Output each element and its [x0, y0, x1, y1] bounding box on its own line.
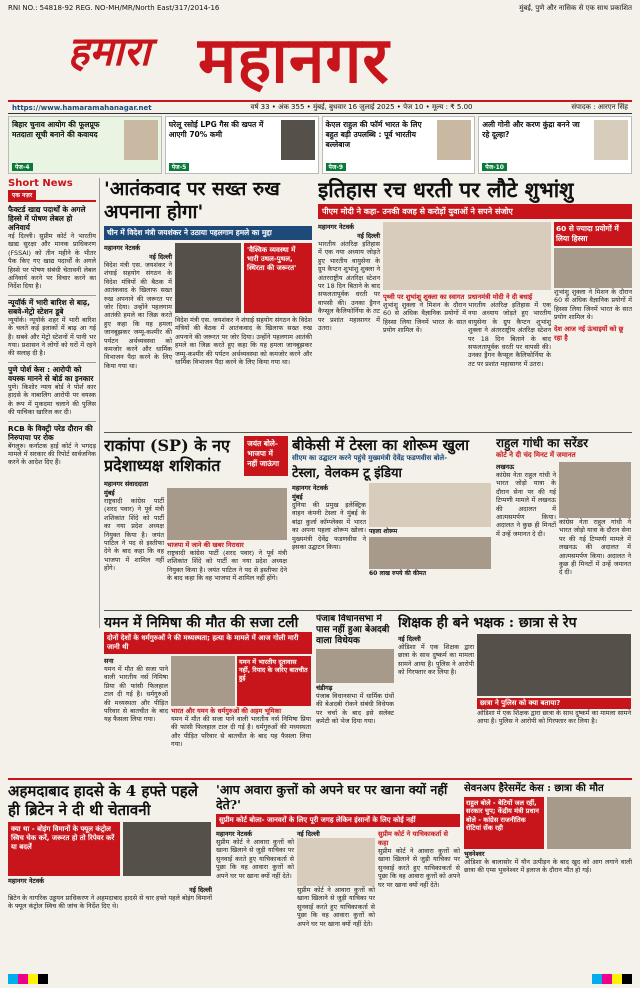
teaser-2[interactable] [165, 116, 319, 174]
shubhanshu-body: भारतीय अंतरिक्ष इतिहास में एक नया अध्याय जोड़ते हुए भारतीय वायुसेना के ग्रुप कैप्टन शुभांशु शुक्ला ने अंतरराष्ट्रीय अंतरिक्ष स्टेशन पर 18 दिन बिताने के बाद सफलतापूर्वक धरती पर वापसी की। उनका ड्रैगन कैप्सूल कैलिफोर्निया के तट पर प्रशांत महासागर में उतरा। [318, 240, 380, 333]
tesla-photo-1 [369, 483, 491, 527]
divider [104, 432, 632, 433]
masthead-word-mahanagar: महानगर [198, 23, 390, 98]
rahul-photo [559, 462, 631, 518]
teaser-1-text: बिहार चुनाव आयोग की फूलप्रूफ मतदाता सूची बनाने की कवायद [12, 120, 100, 139]
nimisha-photo [171, 656, 235, 706]
ahmedabad-dateline: महानगर नेटवर्क [8, 877, 45, 885]
nimisha-strap: दोनों देशों के धर्मगुरुओं ने की मध्यस्थता; हत्या के मामले में आज गोली मारी जानी थी [104, 632, 312, 654]
sp-dateline: महानगर संवाददाता [104, 480, 149, 488]
short-news-item[interactable] [8, 295, 96, 358]
experiments-photo [554, 248, 632, 288]
dogs-headline[interactable]: 'आप अवारा कुत्तों को अपने घर पर खाना क्यों नहीं देते?' [216, 782, 448, 812]
story-sp-president [104, 436, 288, 606]
sp-side-box: जयंत बोले- भाजपा में नहीं जाऊंगा [244, 436, 288, 476]
teaser-1-photo [124, 120, 158, 160]
teaser-4[interactable] [478, 116, 632, 174]
short-news-body: न्यूयॉर्क। न्यूयॉर्क शहर में भारी बारिश के चलते कई इलाकों में बाढ़ आ गई है। सबवे और मेट्रो स्टेशनों में पानी भर गया। प्रशासन ने लोगों को घरों में रहने की सलाह दी है। [8, 315, 96, 358]
ahmedabad-headline[interactable]: अहमदाबाद हादसे के 4 हफ्ते पहले ही ब्रिटेन ने दी थी चेतावनी [8, 782, 198, 819]
teaser-1[interactable] [8, 116, 162, 174]
teaser-2-photo [281, 120, 315, 160]
experiments-box-body: शुभांशु शुक्ला ने मिशन के दौरान 60 से अधिक वैज्ञानिक प्रयोगों में हिस्सा लिया जिनमें भारत के सात प्रयोग शामिल थे। [554, 288, 632, 322]
jaishankar-quote-box: 'वैश्विक व्यवस्था में भारी उथल-पुथल, स्थिरता की जरूरत' [244, 243, 312, 313]
short-news-title: पुणे पोर्श केस : आरोपी को वयस्क मानने से बोर्ड का इनकार [8, 364, 94, 383]
dogs-strap: सुप्रीम कोर्ट बोला- जानवरों के लिए पूरी जगह लेकिन इंसानों के लिए कोई नहीं [216, 814, 460, 827]
punjab-photo [316, 649, 394, 683]
sp-body-cont: राष्ट्रवादी कांग्रेस पार्टी (शरद पवार) ने पूर्व मंत्री शशिकांत शिंदे को पार्टी का नया प्रदेश अध्यक्ष नियुक्त किया है। जयंत पाटिल ने पद से इस्तीफा देने के बाद कहा कि वह भाजपा में शामिल नहीं होंगे। [167, 549, 287, 583]
sp-body: राष्ट्रवादी कांग्रेस पार्टी (शरद पवार) ने पूर्व मंत्री शशिकांत शिंदे को पार्टी का नया प्रदेश अध्यक्ष नियुक्त किया है। जयंत पाटिल ने पद से इस्तीफा देने के बाद कहा कि वह भाजपा में शामिल नहीं होंगे। [104, 497, 164, 573]
nimisha-place: सना [104, 657, 114, 665]
story-tesla [292, 436, 492, 606]
lead-story-jaishankar [104, 178, 312, 428]
teaser-3-photo [437, 120, 471, 160]
ahmedabad-photo [123, 822, 211, 876]
shubhanshu-strap: पीएम मोदी ने कहा- उनकी वजह से करोड़ों युवाओं ने सपने संजोए [318, 204, 632, 219]
jaishankar-photo [175, 243, 241, 313]
tesla-dateline: महानगर नेटवर्क [292, 484, 329, 492]
website-link[interactable]: https://www.hamaramahanagar.net [12, 103, 152, 112]
tesla-body: दुनिया की प्रमुख इलेक्ट्रिक वाहन कंपनी टेस्ला ने मुंबई के बांद्रा कुर्ला कॉम्प्लेक्स में भारत का अपना पहला शोरूम खोला। मुख्यमंत्री देवेंद्र फडणवीस ने इसका उद्घाटन किया। [292, 501, 366, 552]
shubhanshu-dateline: महानगर नेटवर्क [318, 223, 355, 231]
ahmedabad-place: नई दिल्ली [189, 886, 212, 894]
short-news-item[interactable] [8, 205, 96, 291]
story-nimisha [104, 614, 312, 774]
teaser-3-text: केएल राहुल की फॉर्म भारत के लिए बहुत बड़ी उपलब्धि : पूर्व भारतीय बल्लेबाज [325, 120, 422, 149]
story-shikshak [398, 614, 632, 774]
info-bar [8, 100, 632, 114]
sp-caption: भाजपा में जाने की खबर निराधार [167, 541, 244, 549]
short-news-header [8, 178, 96, 202]
sp-headline[interactable]: राकांपा (SP) के नए प्रदेशाध्यक्ष शशिकांत [104, 436, 230, 475]
teaser-3[interactable] [322, 116, 476, 174]
shikshak-body-cont: ओडिशा में एक शिक्षक द्वारा छात्रा के साथ दुष्कर्म का मामला सामने आया है। पुलिस ने आरोपी को गिरफ्तार कर लिया है। [477, 709, 631, 726]
dogs-photo [297, 838, 375, 886]
short-news-body: नई दिल्ली। सुप्रीम कोर्ट ने भारतीय खाद्य सुरक्षा और मानक प्राधिकरण (FSSAI) को तीन महीने के भीतर पैक किए गए खाद्य पदार्थों के अगले हिस्से पर पोषण संबंधी चेतावनी लेबल अनिवार्य करने पर विचार करने का निर्देश दिया है। [8, 232, 96, 291]
jaishankar-body-cont: विदेश मंत्री एस. जयशंकर ने शंघाई सहयोग संगठन के विदेश मंत्रियों की बैठक में आतंकवाद के खिलाफ सख्त रुख अपनाने की जरूरत पर जोर दिया। उन्होंने पहलगाम आतंकी हमले का जिक्र करते हुए कहा कि यह हमला जानबूझकर जम्मू-कश्मीर की पर्यटन अर्थव्यवस्था को कमजोर करने और धार्मिक विभाजन पैदा करने के लिए किया गया था। [175, 316, 312, 367]
shubhanshu-cap2-body: भारतीय अंतरिक्ष इतिहास में एक नया अध्याय जोड़ते हुए भारतीय वायुसेना के ग्रुप कैप्टन शुभांशु शुक्ला ने अंतरराष्ट्रीय अंतरिक्ष स्टेशन पर 18 दिन बिताने के बाद सफलतापूर्वक धरती पर वापसी की। उनका ड्रैगन कैप्सूल कैलिफोर्निया के तट पर प्रशांत महासागर में उतरा। [468, 301, 551, 368]
shikshak-headline[interactable]: शिक्षक ही बने भक्षक : छात्रा से रेप [398, 615, 577, 631]
divider [104, 610, 632, 611]
sp-photo [167, 488, 287, 540]
experiments-box-title: 60 से ज्यादा प्रयोगों में लिया हिस्सा [554, 222, 632, 246]
short-news-item[interactable] [8, 421, 96, 467]
shikshak-body: ओडिशा में एक शिक्षक द्वारा छात्रा के साथ दुष्कर्म का मामला सामने आया है। पुलिस ने आरोपी को गिरफ्तार कर लिया है। [398, 643, 474, 677]
story-rahul [496, 436, 632, 606]
editor-name: संपादक : आरएन सिंह [571, 103, 628, 111]
ahmedabad-body: ब्रिटेन के नागरिक उड्डयन प्राधिकरण ने अहमदाबाद हादसे से चार हफ्ते पहले बोइंग विमानों के फ्यूल कंट्रोल स्विच की जांच के निर्देश दिए थे। [8, 894, 212, 911]
teaser-4-page: पेज-10 [482, 163, 507, 171]
shubhanshu-cap1-body: शुभांशु शुक्ला ने मिशन के दौरान 60 से अधिक वैज्ञानिक प्रयोगों में हिस्सा लिया जिनमें भारत के सात प्रयोग शामिल थे। [383, 301, 466, 335]
dogs-place: नई दिल्ली [297, 830, 320, 838]
sp-place: मुंबई [104, 489, 115, 497]
short-news-body: पुणे। किशोर न्याय बोर्ड ने पोर्श कार हादसे के नाबालिग आरोपी पर वयस्क के रूप में मुकदमा चलाने की पुलिस की याचिका खारिज कर दी। [8, 382, 96, 417]
tesla-place: मुंबई [292, 493, 303, 501]
nimisha-body: यमन में मौत की सजा पाने वाली भारतीय नर्स निमिषा प्रिया की फांसी फिलहाल टाल दी गई है। धर्मगुरुओं की मध्यस्थता और पीड़ित परिवार से बातचीत के बाद यह फैसला लिया गया। [104, 665, 168, 724]
story-punjab [316, 614, 394, 774]
story-ahmedabad [8, 782, 212, 972]
dogs-body: सुप्रीम कोर्ट ने आवारा कुत्तों को खाना खिलाने से जुड़ी याचिका पर सुनवाई करते हुए याचिकाकर्ता से पूछा कि वह आवारा कुत्तों को अपने घर पर खाना क्यों नहीं देते। [216, 838, 294, 880]
shubhanshu-caption-1: पृथ्वी पर शुभांशु शुक्ला का स्वागत [383, 293, 465, 301]
punjab-headline[interactable]: पंजाब विधानसभा में पास नहीं हुआ बेअदबी वाला विधेयक [316, 614, 390, 646]
short-news-title: न्यूयॉर्क में भारी बारिश से बाढ़, सबवे-मेट्रो स्टेशन डूबे [8, 297, 90, 316]
short-news-tag: एक नज़र [8, 190, 36, 200]
jaishankar-strap: चीन में विदेश मंत्री जयशंकर ने उठाया पहलगाम हमले का मुद्दा [104, 226, 312, 240]
divider [8, 778, 632, 780]
punjab-place: चंडीगढ़ [316, 684, 333, 692]
shubhanshu-caption-3: देश आज नई ऊंचाइयों को छू रहा है [554, 324, 624, 342]
teaser-1-page: पेज-4 [12, 163, 33, 171]
lead-story-shubhanshu [318, 178, 632, 428]
dogs-body-cont-2: सुप्रीम कोर्ट ने आवारा कुत्तों को खाना खिलाने से जुड़ी याचिका पर सुनवाई करते हुए याचिकाकर्ता से पूछा कि वह आवारा कुत्तों को अपने घर पर खाना क्यों नहीं देते। [378, 847, 460, 889]
nimisha-body-cont: यमन में मौत की सजा पाने वाली भारतीय नर्स निमिषा प्रिया की फांसी फिलहाल टाल दी गई है। धर्मगुरुओं की मध्यस्थता और पीड़ित परिवार से बातचीत के बाद यह फैसला लिया गया। [171, 715, 311, 749]
teaser-3-page: पेज-9 [326, 163, 347, 171]
shikshak-place: नई दिल्ली [398, 635, 421, 643]
jaishankar-headline[interactable]: 'आतंकवाद पर सख्त रुख अपनाना होगा' [104, 178, 280, 223]
punjab-body: पंजाब विधानसभा में धार्मिक ग्रंथों की बेअदबी रोकने संबंधी विधेयक पर चर्चा के बाद इसे सलेक्ट कमेटी को भेज दिया गया। [316, 692, 394, 726]
rahul-body: कांग्रेस नेता राहुल गांधी ने भारत जोड़ो यात्रा के दौरान सेना पर की गई टिप्पणी मामले में लखनऊ की अदालत में आत्मसमर्पण किया। अदालत ने कुछ ही मिनटों में उन्हें जमानत दे दी। [496, 471, 556, 538]
teaser-2-text: घरेलू रसोई LPG गैस की खपत में आएगी 70% कमी [168, 120, 264, 139]
short-news-column [8, 178, 100, 628]
sevenup-body: ओडिशा के बालासोर में यौन उत्पीड़न के बाद खुद को आग लगाने वाली छात्रा की एम्स भुवनेश्वर में इलाज के दौरान मौत हो गई। [464, 858, 632, 875]
shubhanshu-caption-2: प्रधानमंत्री मोदी ने दी बधाई [468, 293, 533, 301]
tesla-photo-2 [369, 537, 491, 569]
rahul-strap: कोर्ट ने दी चंद मिनट में जमानत [496, 451, 576, 459]
registration-line [8, 2, 632, 14]
short-news-title: RCB के विक्ट्री परेड दौरान की निरुपाया पर रोक [8, 423, 93, 442]
dogs-dateline: महानगर नेटवर्क [216, 830, 253, 838]
tesla-quote: टेस्ला, वेलकम टू इंडिया [292, 466, 402, 481]
teaser-strip [8, 116, 632, 174]
shikshak-caption: छात्रा ने पुलिस को क्या बताया? [477, 698, 631, 709]
tesla-headline[interactable]: बीकेसी में टेस्ला का शोरूम खुला [292, 436, 469, 454]
shubhanshu-place: नई दिल्ली [357, 232, 380, 240]
masthead [8, 14, 632, 100]
short-news-item[interactable] [8, 362, 96, 417]
jaishankar-dateline: महानगर नेटवर्क [104, 244, 141, 252]
issue-info: वर्ष 33 • अंक 355 • मुंबई, बुधवार 16 जुलाई 2025 • पेज 10 • मूल्य : ₹ 5.00 [250, 103, 473, 111]
short-news-body: बेंगलुरु। कर्नाटक हाई कोर्ट ने भगदड़ मामले में सरकार की रिपोर्ट सार्वजनिक करने के आदेश दिए हैं। [8, 441, 96, 467]
print-color-bar-left [8, 974, 48, 984]
short-news-title: फैक्टर्ड खाद्य पदार्थों के अगले हिस्से में पोषण लेबल हो अनिवार्य [8, 205, 86, 232]
dogs-body-cont: सुप्रीम कोर्ट ने आवारा कुत्तों को खाना खिलाने से जुड़ी याचिका पर सुनवाई करते हुए याचिकाकर्ता से पूछा कि वह आवारा कुत्तों को अपने घर पर खाना क्यों नहीं देते। [297, 886, 375, 928]
nimisha-box: यमन में भारतीय दूतावास नहीं, रियाद के जरिए बातचीत हुई [237, 656, 311, 706]
short-news-label: Short News [8, 178, 73, 189]
nimisha-headline[interactable]: यमन में निमिषा की मौत की सजा टली [104, 615, 299, 631]
tesla-strap: सीएम का उद्घाटन करने पहुंचे मुख्यमंत्री देवेंद्र फडणवीस बोले- [292, 454, 448, 462]
rahul-headline[interactable]: राहुल गांधी का सरेंडर [496, 436, 589, 450]
ahmedabad-strap: क्या था - बोइंग विमानों के फ्यूल कंट्रोल स्विच चेक करें, जरूरत हो तो रिपेयर करें या बदलें [8, 822, 120, 876]
sevenup-photo [547, 797, 631, 849]
nimisha-caption: भारत और यमन के धर्मगुरुओं की अहम भूमिका [171, 707, 282, 715]
story-stray-dogs [216, 782, 460, 972]
shubhanshu-headline[interactable]: इतिहास रच धरती पर लौटे शुभांशु [318, 178, 574, 202]
story-harassment [464, 782, 632, 972]
rni-number: RNI NO.: 54818-92 REG. NO-MH/MR/North East/317/2014-16 [8, 4, 220, 12]
jaishankar-place: नई दिल्ली [149, 253, 172, 261]
jaishankar-body: विदेश मंत्री एस. जयशंकर ने शंघाई सहयोग संगठन के विदेश मंत्रियों की बैठक में आतंकवाद के खिलाफ सख्त रुख अपनाने की जरूरत पर जोर दिया। उन्होंने पहलगाम आतंकी हमले का जिक्र करते हुए कहा कि यह हमला जानबूझकर जम्मू-कश्मीर की पर्यटन अर्थव्यवस्था को कमजोर करने और धार्मिक विभाजन पैदा करने के लिए किया गया था। [104, 261, 172, 370]
sevenup-strap: राहुल बोले - बेटियों जल रहीं, सरकार चुप; केंद्रीय मंत्री प्रधान बोले - कांग्रेस राजनीतिक रोटियां सेंक रही [464, 797, 544, 849]
dogs-box: सुप्रीम कोर्ट ने याचिकाकर्ता से कहा [378, 830, 448, 847]
teaser-2-page: पेज-5 [169, 163, 190, 171]
teaser-4-text: अली गोनी और करण कुंद्रा बनने जा रहे दूल्हा? [482, 120, 580, 139]
shikshak-photo [477, 634, 631, 696]
rahul-place: लखनऊ [496, 463, 515, 471]
edition-note: मुंबई, पुणे और नासिक से एक साथ प्रकाशित [519, 3, 632, 12]
teaser-4-photo [594, 120, 628, 160]
tesla-caption-1: पहला शोरूम [369, 528, 398, 535]
tesla-caption-2: 60 लाख रुपये की कीमत [369, 570, 427, 577]
masthead-word-hamara: हमारा [68, 28, 151, 75]
shubhanshu-photo [383, 222, 551, 290]
sevenup-headline[interactable]: सेवनअप हैरेसमेंट केस : छात्रा की मौत [464, 783, 604, 794]
print-color-bar-right [592, 974, 632, 984]
rahul-body-cont: कांग्रेस नेता राहुल गांधी ने भारत जोड़ो यात्रा के दौरान सेना पर की गई टिप्पणी मामले में लखनऊ की अदालत में आत्मसमर्पण किया। अदालत ने कुछ ही मिनटों में उन्हें जमानत दे दी। [559, 518, 631, 577]
sevenup-place: भुवनेश्वर [464, 850, 485, 858]
